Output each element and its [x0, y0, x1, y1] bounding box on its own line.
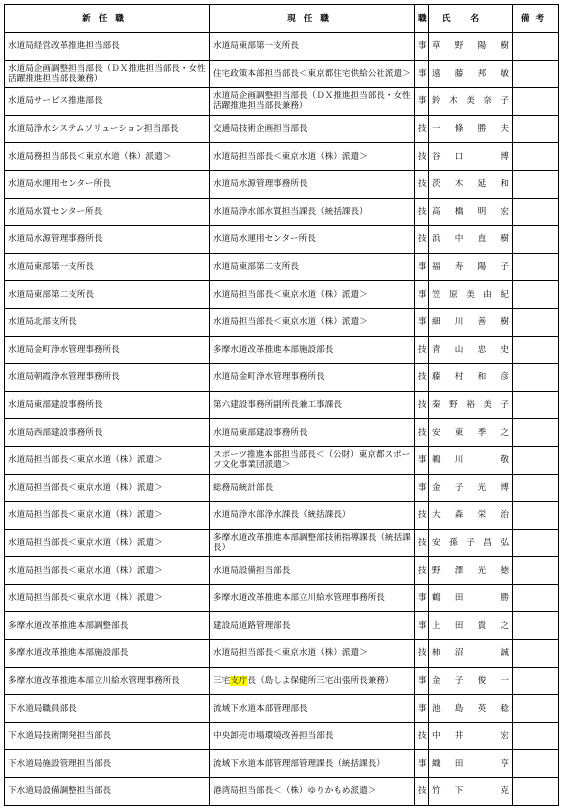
table-row: [5, 640, 559, 668]
name-cell: 草野陽樹: [429, 33, 513, 61]
current-post-cell: 水道局担当部長＜東京水道（株）派遣＞: [210, 640, 415, 668]
name-cell: 藤村和彦: [429, 364, 513, 392]
type-cell: 技: [415, 529, 429, 557]
new-post-cell: 水道局担当部長＜東京水道（株）派遣＞: [5, 474, 210, 502]
table-row: [5, 446, 559, 474]
table-row: [5, 667, 559, 695]
type-cell: 事: [415, 695, 429, 723]
new-post-cell: 水道局経営改革推進担当部長: [5, 33, 210, 61]
current-post-cell: 建設局道路管理部長: [210, 612, 415, 640]
name-cell: 秦野裕美子: [429, 391, 513, 419]
name-cell: 細川善樹: [429, 308, 513, 336]
personnel-table: [4, 4, 559, 806]
type-cell: 技: [415, 115, 429, 143]
notes-cell: [513, 502, 559, 530]
type-cell: 技: [415, 226, 429, 254]
current-post-cell: [210, 667, 415, 695]
new-post-cell: 水道局務担当部長＜東京水道（株）派遣＞: [5, 143, 210, 171]
current-post-cell: 水道局担当部長＜東京水道（株）派遣＞: [210, 143, 415, 171]
table-row: [5, 60, 559, 88]
current-post-cell: 多摩水道改革推進本部立川給水管理事務所長: [210, 584, 415, 612]
table-row: [5, 722, 559, 750]
name-cell: 金子俊一: [429, 667, 513, 695]
type-cell: 技: [415, 419, 429, 447]
current-post-cell: 水道局水源管理事務所長: [210, 170, 415, 198]
name-cell: 野澤光徳: [429, 557, 513, 585]
table-row: [5, 557, 559, 585]
table-header-row: [5, 5, 559, 33]
current-post-cell: 水道局水運用センター所長: [210, 226, 415, 254]
notes-cell: [513, 198, 559, 226]
new-post-cell: 水道局水質センター所長: [5, 198, 210, 226]
current-post-cell: 水道局金町浄水管理事務所長: [210, 364, 415, 392]
type-cell: 事: [415, 281, 429, 309]
current-post-cell: 水道局企画調整担当部長（ＤＸ推進担当部長・女性活躍推進担当部長兼務）: [210, 88, 415, 116]
table-row: [5, 88, 559, 116]
notes-cell: [513, 336, 559, 364]
name-cell: 浜中直樹: [429, 226, 513, 254]
new-post-cell: 多摩水道改革推進本部施設部長: [5, 640, 210, 668]
current-post-cell: 住宅政策本部担当部長＜東京都住宅供給公社派遣＞: [210, 60, 415, 88]
new-post-cell: 水道局担当部長＜東京水道（株）派遣＞: [5, 529, 210, 557]
table-row: [5, 33, 559, 61]
notes-cell: [513, 474, 559, 502]
type-cell: 技: [415, 336, 429, 364]
notes-cell: [513, 529, 559, 557]
current-post-cell: 水道局設備担当部長: [210, 557, 415, 585]
type-cell: 技: [415, 198, 429, 226]
name-cell: 一條勝夫: [429, 115, 513, 143]
name-cell: 鈴木美奈子: [429, 88, 513, 116]
type-cell: 技: [415, 391, 429, 419]
name-cell: 高橋明宏: [429, 198, 513, 226]
table-row: [5, 778, 559, 806]
current-post-cell: 水道局東部第一支所長: [210, 33, 415, 61]
current-post-cell: 水道局担当部長＜東京水道（株）派遣＞: [210, 308, 415, 336]
new-post-cell: 水道局東部第二支所長: [5, 281, 210, 309]
new-post-cell: 水道局水運用センター所長: [5, 170, 210, 198]
current-post-cell: 水道局東部第二支所長: [210, 253, 415, 281]
name-cell: 遠藤邦敏: [429, 60, 513, 88]
new-post-cell: 水道局水源管理事務所長: [5, 226, 210, 254]
name-cell: 安孫子昌弘: [429, 529, 513, 557]
current-post-cell: 交通局技術企画担当部長: [210, 115, 415, 143]
current-post-before: 三宅: [213, 675, 231, 686]
notes-cell: [513, 281, 559, 309]
notes-cell: [513, 33, 559, 61]
table-row: [5, 170, 559, 198]
new-post-cell: 水道局企画調整担当部長（ＤＸ推進担当部長・女性活躍推進担当部長兼務）: [5, 60, 210, 88]
current-post-cell: 多摩水道改革推進本部調整部技術指導課長（統括課長）: [210, 529, 415, 557]
new-post-cell: 水道局担当部長＜東京水道（株）派遣＞: [5, 446, 210, 474]
table-row: [5, 391, 559, 419]
type-cell: 技: [415, 143, 429, 171]
table-row: [5, 419, 559, 447]
type-cell: 技: [415, 778, 429, 806]
notes-cell: [513, 88, 559, 116]
new-post-cell: 水道局担当部長＜東京水道（株）派遣＞: [5, 502, 210, 530]
table-row: [5, 750, 559, 778]
name-cell: 柿沼 誠: [429, 640, 513, 668]
notes-cell: [513, 143, 559, 171]
current-post-cell: スポーツ推進本部担当部長＜（公財）東京都スポーツ文化事業団派遣＞: [210, 446, 415, 474]
current-post-cell: 総務局統計部長: [210, 474, 415, 502]
table-row: [5, 612, 559, 640]
notes-cell: [513, 695, 559, 723]
name-cell: 茨木延和: [429, 170, 513, 198]
type-cell: 事: [415, 88, 429, 116]
table-row: [5, 529, 559, 557]
table-row: [5, 364, 559, 392]
notes-cell: [513, 778, 559, 806]
name-cell: 上田貴之: [429, 612, 513, 640]
current-post-cell: 流域下水道本部管理部長: [210, 695, 415, 723]
notes-cell: [513, 308, 559, 336]
new-post-cell: 下水道局設備調整担当部長: [5, 778, 210, 806]
type-cell: 技: [415, 557, 429, 585]
name-cell: 谷口 博: [429, 143, 513, 171]
table-row: [5, 336, 559, 364]
type-cell: 事: [415, 667, 429, 695]
current-post-cell: 第六建設事務所副所長兼工事課長: [210, 391, 415, 419]
new-post-cell: 多摩水道改革推進本部立川給水管理事務所長: [5, 667, 210, 695]
type-cell: 技: [415, 640, 429, 668]
table-row: [5, 695, 559, 723]
new-post-cell: 下水道局職員部長: [5, 695, 210, 723]
type-cell: 技: [415, 502, 429, 530]
new-post-cell: 水道局担当部長＜東京水道（株）派遣＞: [5, 557, 210, 585]
type-cell: 事: [415, 253, 429, 281]
notes-cell: [513, 750, 559, 778]
notes-cell: [513, 612, 559, 640]
current-post-cell: 水道局浄水部浄水課長（統括課長）: [210, 502, 415, 530]
notes-cell: [513, 667, 559, 695]
name-cell: 笠原美由紀: [429, 281, 513, 309]
table-row: [5, 308, 559, 336]
new-post-cell: 水道局サービス推進部長: [5, 88, 210, 116]
type-cell: 事: [415, 60, 429, 88]
type-cell: 事: [415, 33, 429, 61]
table-row: [5, 474, 559, 502]
new-post-cell: 水道局朝霞浄水管理事務所長: [5, 364, 210, 392]
header-current-post: 現任職: [210, 5, 415, 33]
notes-cell: [513, 170, 559, 198]
name-cell: 鵜川 敬: [429, 446, 513, 474]
table-row: [5, 115, 559, 143]
current-post-cell: 水道局浄水部水質担当課長（統括課長）: [210, 198, 415, 226]
name-cell: 安東季之: [429, 419, 513, 447]
new-post-cell: 水道局金町浄水管理事務所長: [5, 336, 210, 364]
table-row: [5, 502, 559, 530]
name-cell: 中井 宏: [429, 722, 513, 750]
name-cell: 福寿陽子: [429, 253, 513, 281]
new-post-cell: 水道局浄水システムソリューション担当部長: [5, 115, 210, 143]
notes-cell: [513, 115, 559, 143]
current-post-cell: 多摩水道改革推進本部施設部長: [210, 336, 415, 364]
new-post-cell: 下水道局施設管理担当部長: [5, 750, 210, 778]
notes-cell: [513, 419, 559, 447]
notes-cell: [513, 557, 559, 585]
table-row: [5, 584, 559, 612]
notes-cell: [513, 722, 559, 750]
table-row: [5, 226, 559, 254]
notes-cell: [513, 391, 559, 419]
table-row: [5, 198, 559, 226]
name-cell: 竹下 克: [429, 778, 513, 806]
notes-cell: [513, 226, 559, 254]
table-row: [5, 253, 559, 281]
current-post-after: 長（島しよ保健所三宅出張所長兼務）: [247, 675, 394, 686]
type-cell: 事: [415, 612, 429, 640]
type-cell: 技: [415, 722, 429, 750]
notes-cell: [513, 364, 559, 392]
type-cell: 事: [415, 584, 429, 612]
new-post-cell: 水道局北部支所長: [5, 308, 210, 336]
type-cell: 事: [415, 750, 429, 778]
notes-cell: [513, 60, 559, 88]
header-name: 氏名: [429, 5, 513, 33]
highlighted-text: 支庁: [230, 675, 248, 686]
current-post-cell: 水道局東部建設事務所長: [210, 419, 415, 447]
name-cell: 大森栄治: [429, 502, 513, 530]
notes-cell: [513, 584, 559, 612]
type-cell: 事: [415, 308, 429, 336]
current-post-cell: 水道局担当部長＜東京水道（株）派遣＞: [210, 281, 415, 309]
notes-cell: [513, 253, 559, 281]
new-post-cell: 水道局東部第一支所長: [5, 253, 210, 281]
new-post-cell: 水道局西部建設事務所長: [5, 419, 210, 447]
notes-cell: [513, 640, 559, 668]
table-row: [5, 281, 559, 309]
current-post-cell: 港湾局担当部長＜（株）ゆりかもめ派遣＞: [210, 778, 415, 806]
type-cell: 事: [415, 474, 429, 502]
header-type: 職: [415, 5, 429, 33]
current-post-cell: 流域下水道本部管理部管理課長（統括課長）: [210, 750, 415, 778]
type-cell: 技: [415, 364, 429, 392]
new-post-cell: 水道局東部建設事務所長: [5, 391, 210, 419]
type-cell: 事: [415, 446, 429, 474]
header-notes: 備考: [513, 5, 559, 33]
new-post-cell: 水道局担当部長＜東京水道（株）派遣＞: [5, 584, 210, 612]
header-new-post: 新任職: [5, 5, 210, 33]
new-post-cell: 下水道局技術開発担当部長: [5, 722, 210, 750]
new-post-cell: 多摩水道改革推進本部調整部長: [5, 612, 210, 640]
table-row: [5, 143, 559, 171]
name-cell: 織田 亨: [429, 750, 513, 778]
name-cell: 青山忠史: [429, 336, 513, 364]
notes-cell: [513, 446, 559, 474]
name-cell: 鶴田 勝: [429, 584, 513, 612]
name-cell: 金子光博: [429, 474, 513, 502]
type-cell: 技: [415, 170, 429, 198]
current-post-cell: 中央卸売市場環境改善担当部長: [210, 722, 415, 750]
name-cell: 池島英稔: [429, 695, 513, 723]
